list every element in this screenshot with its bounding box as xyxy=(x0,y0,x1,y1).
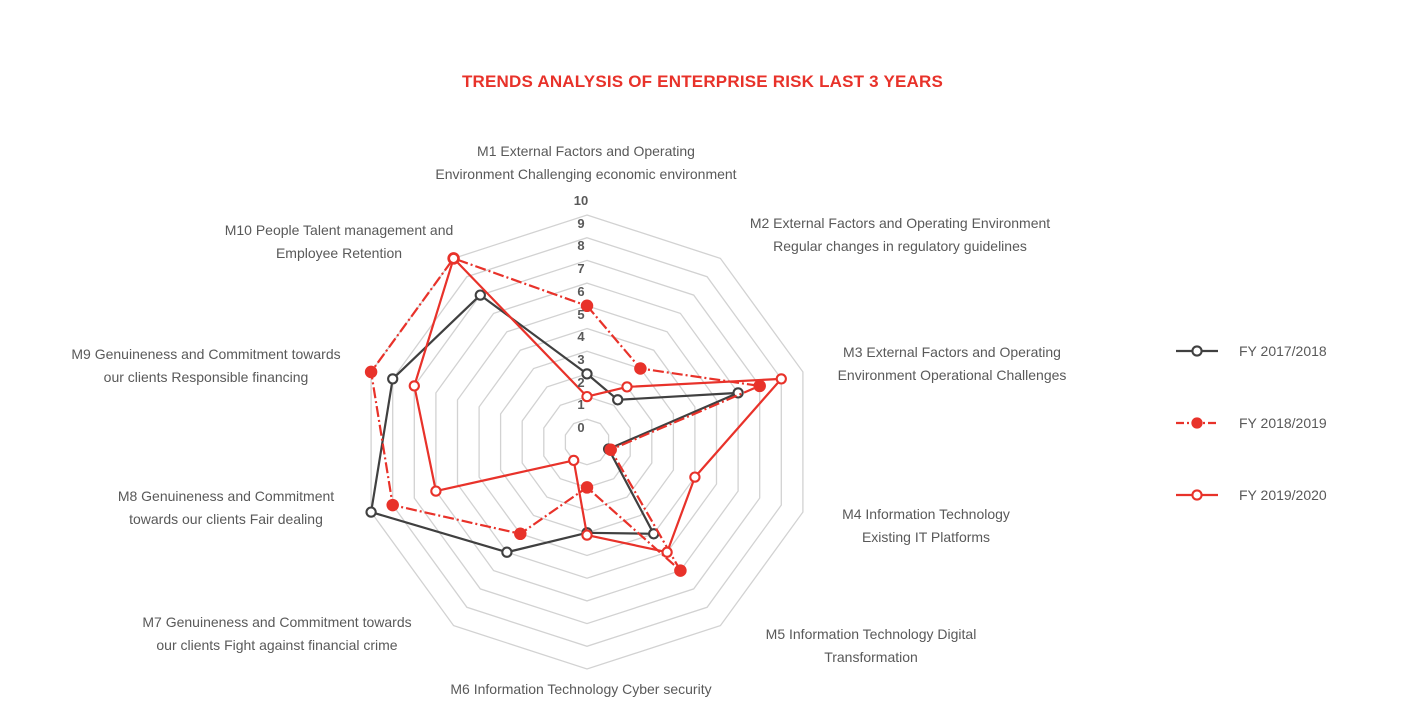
legend-item-fy-2018-2019 xyxy=(1175,412,1327,434)
radial-tick-label-10: 10 xyxy=(573,193,589,208)
legend-item-fy-2019-2020 xyxy=(1175,484,1327,506)
radial-tick-label-3: 3 xyxy=(577,351,585,367)
marker-fy-2018-2019-m4 xyxy=(606,445,616,455)
legend-label-fy-2019-2020: FY 2019/2020 xyxy=(1239,487,1327,503)
radial-tick-label-0: 0 xyxy=(577,420,585,435)
marker-fy-2019-2020-m4 xyxy=(690,473,699,482)
legend-label-fy-2018-2019: FY 2018/2019 xyxy=(1239,415,1327,431)
radial-tick-label-9: 9 xyxy=(577,215,585,231)
legend-swatch-fy-2019-2020-line-open-circle-icon xyxy=(1175,487,1219,503)
page-title: TRENDS ANALYSIS OF ENTERPRISE RISK LAST 3 YEARS xyxy=(461,72,944,91)
legend-marker-sample xyxy=(1192,490,1201,499)
marker-fy-2018-2019-m6 xyxy=(582,482,592,492)
legend-item-fy-2017-2018 xyxy=(1175,340,1327,362)
marker-fy-2018-2019-m2 xyxy=(635,363,645,373)
axis-label-m5: M5 Information Technology Digital Transformation xyxy=(765,626,977,665)
radial-tick-label-4: 4 xyxy=(577,329,585,345)
axis-label-m7: M7 Genuineness and Commitment towards our clients Fight against financial crime xyxy=(142,614,412,653)
legend-swatch-fy-2018-2019-line-filled-circle-icon xyxy=(1175,415,1219,431)
marker-fy-2017-2018-m10 xyxy=(476,291,485,300)
axis-label-m3: M3 External Factors and Operating Environment Operational Challenges xyxy=(837,344,1067,383)
marker-fy-2019-2020-m7 xyxy=(569,456,578,465)
axis-label-m1: M1 External Factors and Operating Environment Challenging economic environment xyxy=(435,143,737,182)
marker-fy-2019-2020-m6 xyxy=(582,531,591,540)
radial-tick-label-2: 2 xyxy=(577,374,585,390)
axis-label-m9: M9 Genuineness and Commitment towards our clients Responsible financing xyxy=(71,346,341,385)
radial-tick-label-1: 1 xyxy=(577,397,585,413)
marker-fy-2018-2019-m7 xyxy=(515,529,525,539)
marker-fy-2017-2018-m7 xyxy=(502,548,511,557)
radial-tick-label-7: 7 xyxy=(577,261,585,277)
axis-label-m8: M8 Genuineness and Commitment towards our clients Fair dealing xyxy=(117,488,335,527)
legend-swatch-fy-2017-2018-line-open-circle-icon xyxy=(1175,343,1219,359)
marker-fy-2018-2019-m5 xyxy=(675,565,685,575)
radial-tick-label-8: 8 xyxy=(577,238,585,254)
axis-label-m6: M6 Information Technology Cyber security xyxy=(450,681,712,697)
radial-tick-label-6: 6 xyxy=(577,283,585,299)
marker-fy-2017-2018-m2 xyxy=(613,395,622,404)
axis-label-m4: M4 Information Technology Existing IT Platforms xyxy=(842,506,1010,545)
axis-label-m10: M10 People Talent management and Employee Retention xyxy=(224,222,454,261)
legend-marker-sample xyxy=(1192,346,1201,355)
axis-label-m2: M2 External Factors and Operating Environment Regular changes in regulatory guidelines xyxy=(749,215,1051,254)
legend-label-fy-2017-2018: FY 2017/2018 xyxy=(1239,343,1327,359)
radial-tick-label-5: 5 xyxy=(577,306,585,322)
marker-fy-2019-2020-m2 xyxy=(622,382,631,391)
legend-marker-sample xyxy=(1192,418,1201,427)
